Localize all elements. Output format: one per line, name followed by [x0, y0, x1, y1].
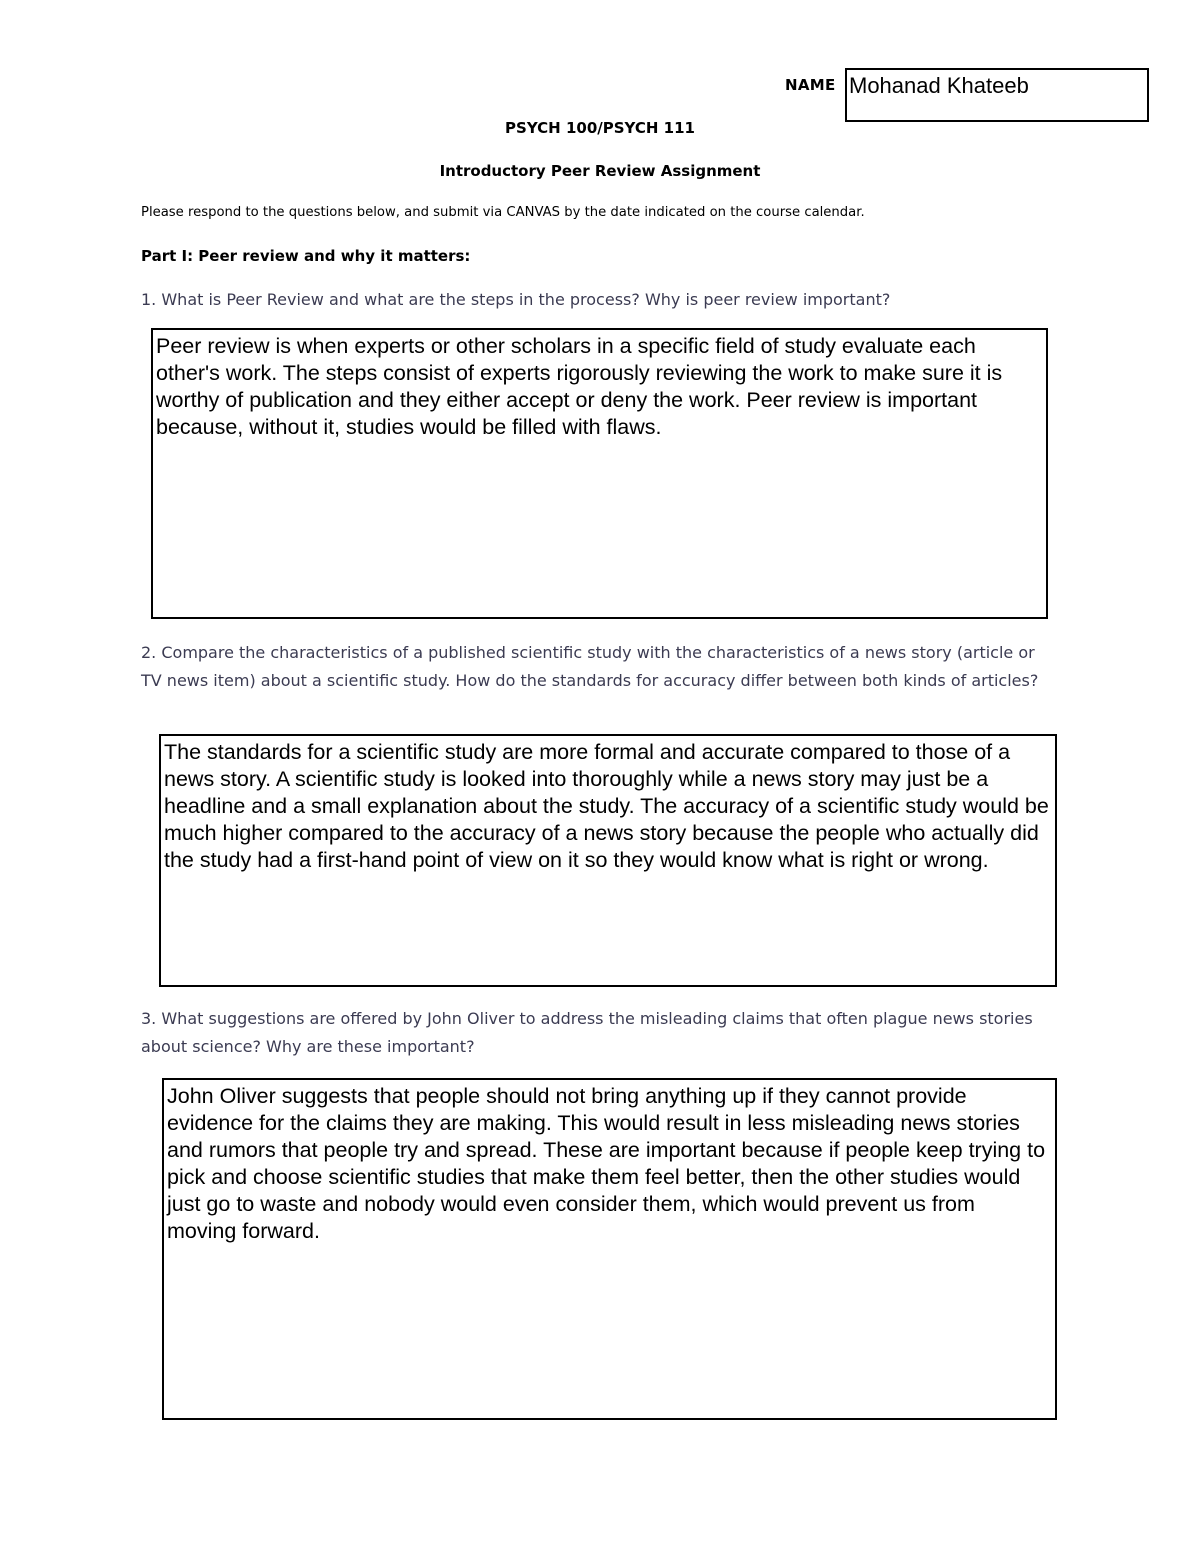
assignment-title: Introductory Peer Review Assignment	[439, 162, 761, 180]
answer-3-text: John Oliver suggests that people should not bring anything up if they cannot provide evidence for the claims they are making. This would result in less misleading news stories and rumors that people try and spread. These are important because if people keep trying to pick and choose scientific studies that make them feel better, then the other studies would just go to waste and nobody would even consider them, which would prevent us from moving forward.	[167, 1084, 1046, 1243]
course-title: PSYCH 100/PSYCH 111	[505, 119, 695, 137]
answer-2-text: The standards for a scientific study are more formal and accurate compared to those of a news story. A scientific study is looked into thoroughly while a news story may just be a headline and a small explanation about the study. The accuracy of a scientific study would be much higher compared to the accuracy of a news story because the people who actually did the study had a first-hand point of view on it so they would know what is right or wrong.	[164, 740, 1049, 872]
name-field[interactable]	[845, 68, 1149, 122]
instructions: Please respond to the questions below, and submit via CANVAS by the date indicated on the course calendar.	[141, 205, 865, 220]
answer-1-text: Peer review is when experts or other scholars in a specific field of study evaluate each other's work. The steps consist of experts rigorously reviewing the work to make sure it is worthy of publication and they either accept or deny the work. Peer review is important because, without it, studies would be filled with flaws.	[156, 334, 1003, 439]
name-label: NAME	[785, 76, 836, 94]
question-1-prompt: 1. What is Peer Review and what are the steps in the process? Why is peer review important?	[141, 290, 891, 309]
answer-3-box[interactable]	[162, 1078, 1057, 1420]
answer-1-box[interactable]	[151, 328, 1048, 619]
answer-2-box[interactable]	[159, 734, 1057, 987]
question-2-prompt: 2. Compare the characteristics of a published scientific study with the characteristics of a news story (article or TV news item) about a scientific study. How do the standards for accuracy differ between both kinds of articles?	[141, 643, 1039, 690]
question-3-prompt: 3. What suggestions are offered by John Oliver to address the misleading claims that often plague news stories about science? Why are these important?	[141, 1009, 1033, 1056]
name-value: Mohanad Khateeb	[849, 73, 1029, 98]
part-heading: Part I: Peer review and why it matters:	[141, 247, 471, 265]
